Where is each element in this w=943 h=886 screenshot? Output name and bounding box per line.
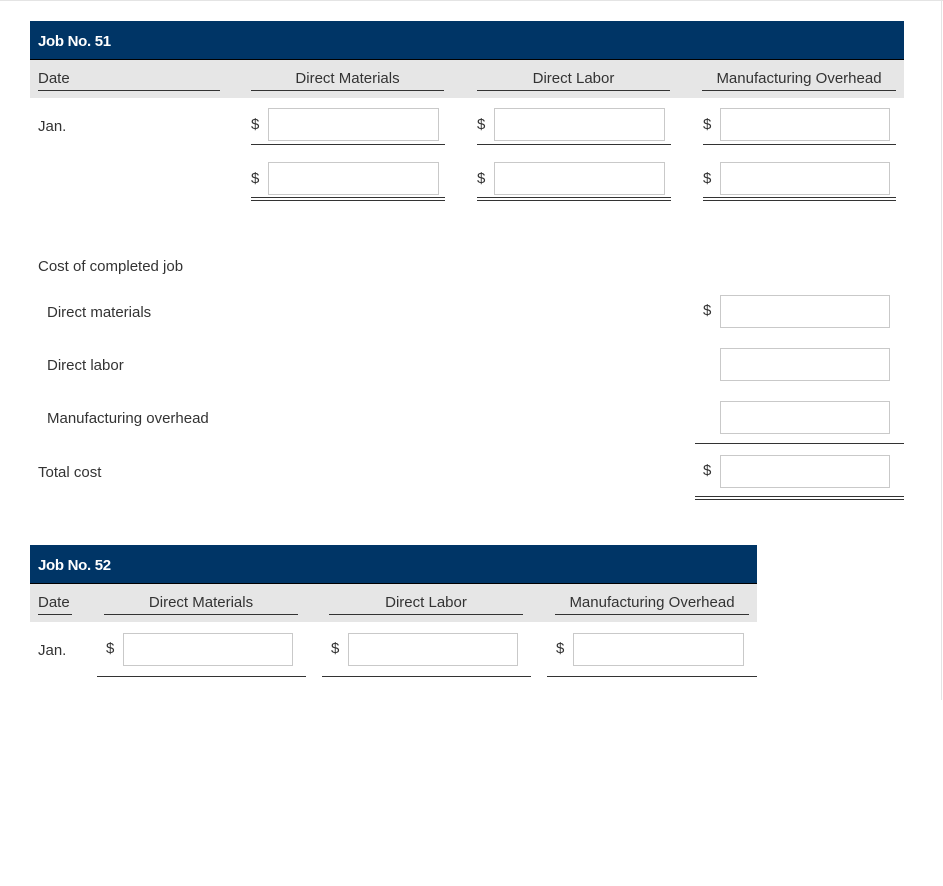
job51-header-dl-underline (477, 90, 670, 91)
cost-manufacturing-overhead-label: Manufacturing overhead (47, 410, 209, 427)
page-right-border (941, 0, 942, 700)
job51-row1-dm-underline (251, 144, 445, 145)
cost-subtotal-underline (695, 443, 904, 444)
job52-header-dm-underline (104, 614, 298, 615)
job52-row1-date: Jan. (38, 642, 67, 659)
job52-header-manufacturing-overhead: Manufacturing Overhead (569, 594, 735, 611)
job52-title: Job No. 52 (38, 557, 111, 574)
job51-total-dm-double-underline (251, 197, 445, 201)
job51-total-dm-currency: $ (251, 170, 260, 187)
job51-header-date: Date (38, 70, 70, 87)
cost-direct-materials-label: Direct materials (47, 304, 152, 321)
job52-header-date: Date (38, 594, 70, 611)
job52-header-direct-labor: Direct Labor (385, 594, 467, 611)
job51-header-manufacturing-overhead: Manufacturing Overhead (716, 70, 882, 87)
job52-row1-dm-underline (97, 676, 306, 677)
job51-row1-direct-labor-input[interactable] (494, 108, 665, 141)
job51-row1-mo-currency: $ (703, 116, 712, 133)
job52-row1-mo-currency: $ (556, 640, 565, 657)
cost-manufacturing-overhead-input[interactable] (720, 401, 890, 434)
job51-header-row (30, 60, 904, 98)
cost-direct-materials-input[interactable] (720, 295, 890, 328)
job52-title-bar (30, 545, 757, 584)
job52-row1-mo-underline (547, 676, 757, 677)
job51-header-date-underline (38, 90, 220, 91)
job52-row1-manufacturing-overhead-input[interactable] (573, 633, 744, 666)
job51-row1-mo-underline (703, 144, 896, 145)
job51-total-manufacturing-overhead-input[interactable] (720, 162, 890, 195)
cost-direct-labor-label: Direct labor (47, 357, 124, 374)
job52-header-direct-materials: Direct Materials (148, 594, 254, 611)
cost-of-completed-job-heading: Cost of completed job (38, 258, 184, 275)
total-cost-currency: $ (703, 462, 712, 479)
job51-row1-dl-underline (477, 144, 671, 145)
job51-row1-date: Jan. (38, 118, 67, 135)
job52-row1-dm-currency: $ (106, 640, 115, 657)
total-cost-double-underline (695, 496, 904, 500)
job51-total-direct-labor-input[interactable] (494, 162, 665, 195)
job52-header-dl-underline (329, 614, 523, 615)
job52-row1-direct-materials-input[interactable] (123, 633, 293, 666)
cost-direct-labor-input[interactable] (720, 348, 890, 381)
job51-header-direct-labor: Direct Labor (532, 70, 615, 87)
job51-total-mo-double-underline (703, 197, 896, 201)
job51-header-mo-underline (702, 90, 896, 91)
job52-row1-dl-underline (322, 676, 531, 677)
job51-header-direct-materials: Direct Materials (295, 70, 400, 87)
job52-row1-dl-currency: $ (331, 640, 340, 657)
job51-title: Job No. 51 (38, 33, 111, 50)
job51-header-dm-underline (251, 90, 444, 91)
job51-row1-dl-currency: $ (477, 116, 486, 133)
cost-direct-materials-currency: $ (703, 302, 712, 319)
job51-total-mo-currency: $ (703, 170, 712, 187)
job52-header-mo-underline (555, 614, 749, 615)
total-cost-label: Total cost (38, 464, 102, 481)
job52-row1-direct-labor-input[interactable] (348, 633, 518, 666)
job51-row1-direct-materials-input[interactable] (268, 108, 439, 141)
page-top-border (0, 0, 943, 1)
total-cost-input[interactable] (720, 455, 890, 488)
job52-header-row (30, 584, 757, 622)
job51-row1-manufacturing-overhead-input[interactable] (720, 108, 890, 141)
job51-total-dl-currency: $ (477, 170, 486, 187)
job51-row1-dm-currency: $ (251, 116, 260, 133)
job51-total-dl-double-underline (477, 197, 671, 201)
job52-header-date-underline (38, 614, 72, 615)
job51-total-direct-materials-input[interactable] (268, 162, 439, 195)
job51-title-bar (30, 21, 904, 60)
